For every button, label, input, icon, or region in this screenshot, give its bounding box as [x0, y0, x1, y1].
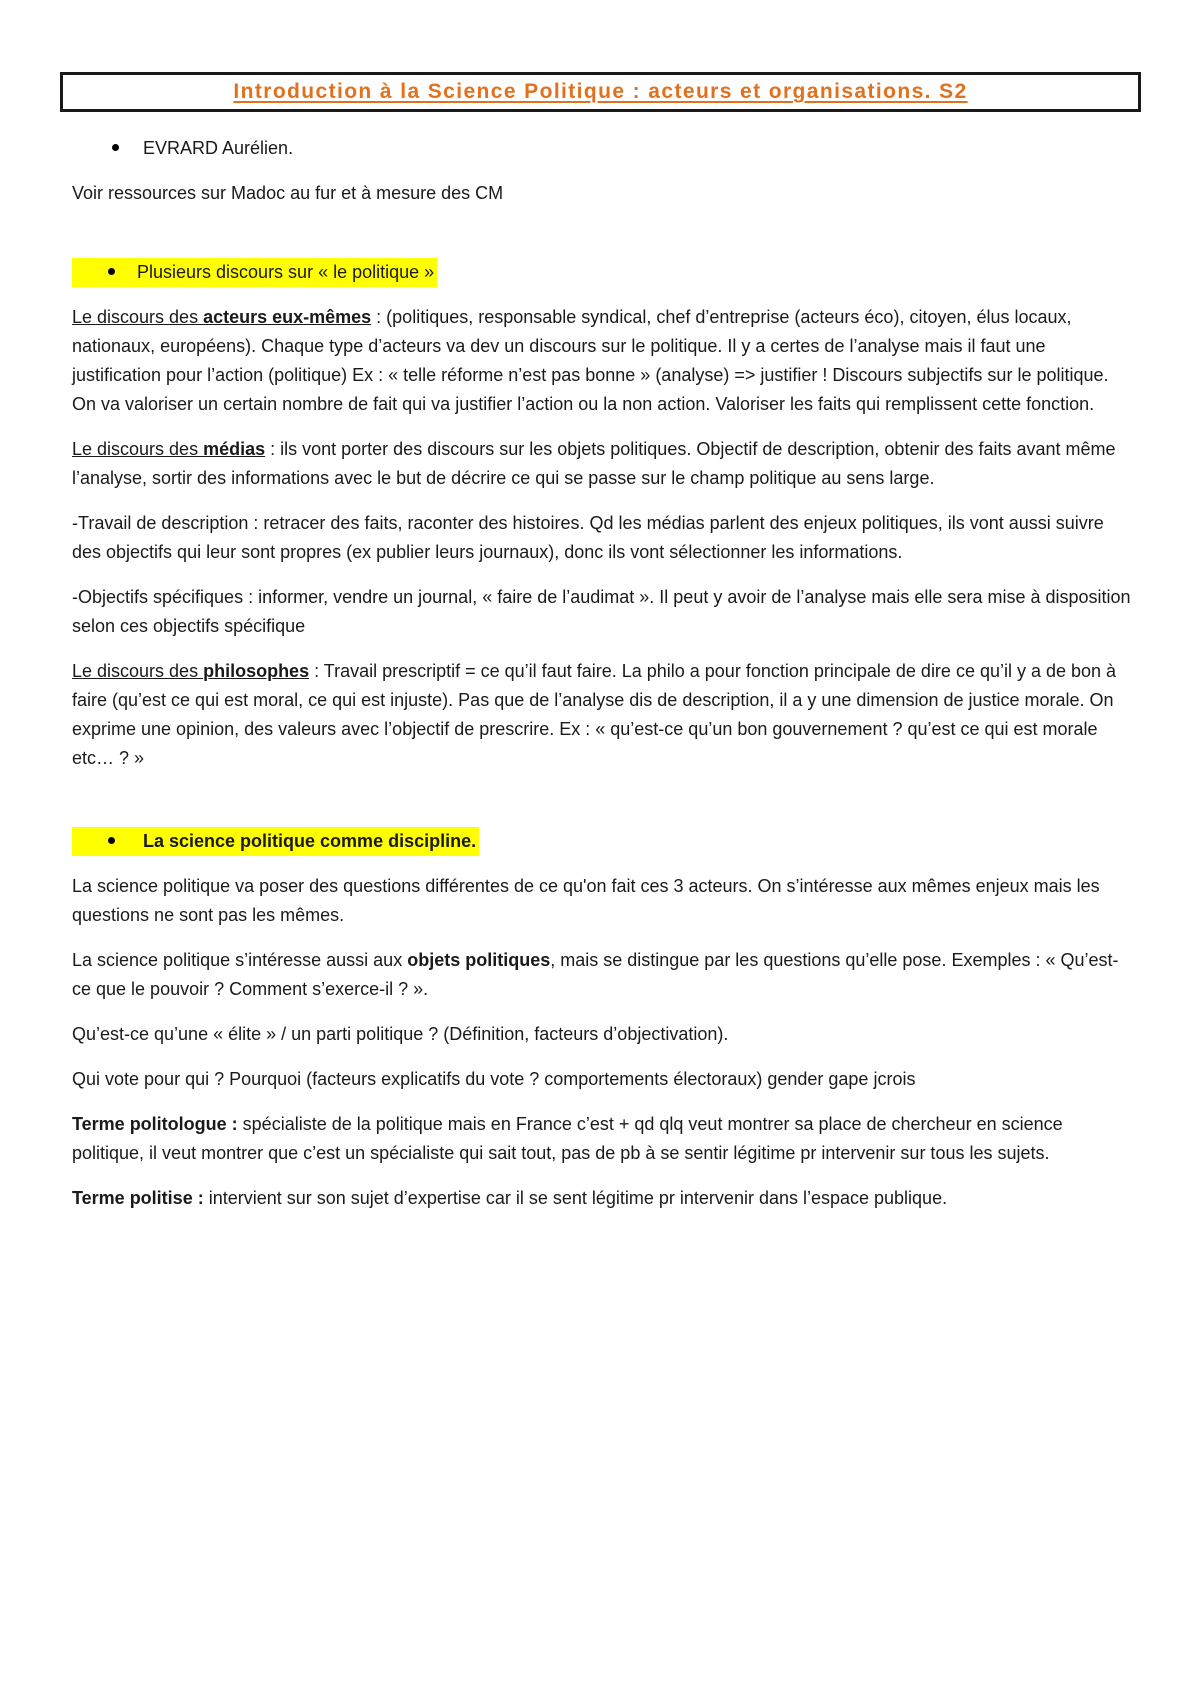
- section1-paragraph-objectives: -Objectifs spécifiques : informer, vendre un journal, « faire de l’audimat ». Il peut y avoir de l’analyse mais elle sera mise à disposition selon ces objectifs spécifique: [72, 587, 1131, 636]
- objects-text-a: La science politique s’intéresse aussi aux: [72, 950, 408, 970]
- section2-heading-text: La science politique comme discipline.: [143, 831, 477, 851]
- actors-text: : (politiques, responsable syndical, chef d’entreprise (acteurs éco), citoyen, élus locaux, nationaux, européens). Chaque type d’acteurs va dev un discours sur le politique. Il y a certes de l’analyse mais il faut une justification pour l’action (politique) Ex : « telle réforme n’est pas bonne » (analyse) => justifier ! Discours subjectifs sur le politique. On va valoriser un certain nombre de fait qui va justifier l’action ou la non action. Valoriser les faits qui remplissent cette fonction.: [72, 307, 1109, 414]
- section1-paragraph-actors: [72, 303, 1132, 419]
- section1-paragraph-media: [72, 435, 1132, 493]
- politise-term: Terme politise :: [72, 1188, 204, 1208]
- section1-heading-text: Plusieurs discours sur « le politique »: [137, 262, 435, 282]
- politise-text: intervient sur son sujet d’expertise car il se sent légitime pr intervenir dans l’espace publique.: [203, 1188, 948, 1208]
- section2-heading-highlight: [72, 827, 479, 856]
- section2-paragraph-objects: [72, 946, 1132, 1004]
- title-box: [60, 72, 1141, 112]
- section2-paragraph-politologue: [72, 1110, 1132, 1168]
- bullet-icon: [112, 144, 119, 151]
- document-title: Introduction à la Science Politique : acteurs et organisations. S2: [233, 80, 968, 103]
- section2-paragraph-politise: [72, 1184, 1132, 1213]
- section1-paragraph-description: -Travail de description : retracer des faits, raconter des histoires. Qd les médias parlent des enjeux politiques, ils vont aussi suivre des objectifs qui leur sont propres (ex publier leurs journaux), donc ils vont sélectionner les informations.: [72, 513, 1104, 562]
- objects-text-bold: objets politiques: [407, 950, 551, 970]
- actors-lead-bold: acteurs eux-mêmes: [203, 307, 372, 327]
- politologue-text: spécialiste de la politique mais en France c’est + qd qlq veut montrer sa place de chercheur en science politique, il veut montrer que c’est un spécialiste qui sait tout, pas de pb à se sentir légitime pr intervenir sur tous les sujets.: [72, 1114, 1063, 1163]
- philosophers-lead-bold: philosophes: [203, 661, 310, 681]
- media-text: : ils vont porter des discours sur les objets politiques. Objectif de description, obtenir des faits avant même l’analyse, sortir des informations avec le but de décrire ce qui se passe sur le champ politique au sens large.: [72, 439, 1116, 488]
- politologue-term: Terme politologue :: [72, 1114, 238, 1134]
- section2-paragraph-elite: Qu’est-ce qu’une « élite » / un parti politique ? (Définition, facteurs d’objectivation).: [72, 1024, 729, 1044]
- philosophers-lead: Le discours des: [72, 661, 204, 681]
- actors-lead: Le discours des: [72, 307, 204, 327]
- media-lead: Le discours des: [72, 439, 204, 459]
- bullet-icon: [108, 268, 115, 275]
- bullet-icon: [108, 837, 115, 844]
- author-bullet: [72, 134, 1132, 163]
- section2-paragraph-intro: La science politique va poser des questions différentes de ce qu'on fait ces 3 acteurs. On s’intéresse aux mêmes enjeux mais les questions ne sont pas les mêmes.: [72, 876, 1100, 925]
- media-lead-bold: médias: [203, 439, 266, 459]
- document-body: [72, 134, 1132, 1229]
- author-text: EVRARD Aurélien.: [143, 138, 294, 158]
- section2-paragraph-vote: Qui vote pour qui ? Pourquoi (facteurs explicatifs du vote ? comportements électoraux) gender gape jcrois: [72, 1069, 916, 1089]
- resources-line: Voir ressources sur Madoc au fur et à mesure des CM: [72, 183, 504, 203]
- philosophers-text: : Travail prescriptif = ce qu’il faut faire. La philo a pour fonction principale de dire ce qu’il y a de bon à faire (qu’est ce qui est moral, ce qui est injuste). Pas que de l’analyse dis de description, il a y une dimension de justice morale. On exprime une opinion, des valeurs avec l’objectif de prescrire. Ex : « qu’est-ce qu’un bon gouvernement ? qu’est ce qui est morale etc… ? »: [72, 661, 1117, 768]
- objects-text-c: , mais se distingue par les questions qu’elle pose. Exemples : « Qu’est-ce que le pouvoir ? Comment s’exerce-il ? ».: [72, 950, 1119, 999]
- section1-paragraph-philosophers: [72, 657, 1132, 773]
- section1-heading-highlight: [72, 258, 437, 287]
- section1-heading: [72, 258, 1132, 287]
- section2-heading: [72, 827, 1132, 856]
